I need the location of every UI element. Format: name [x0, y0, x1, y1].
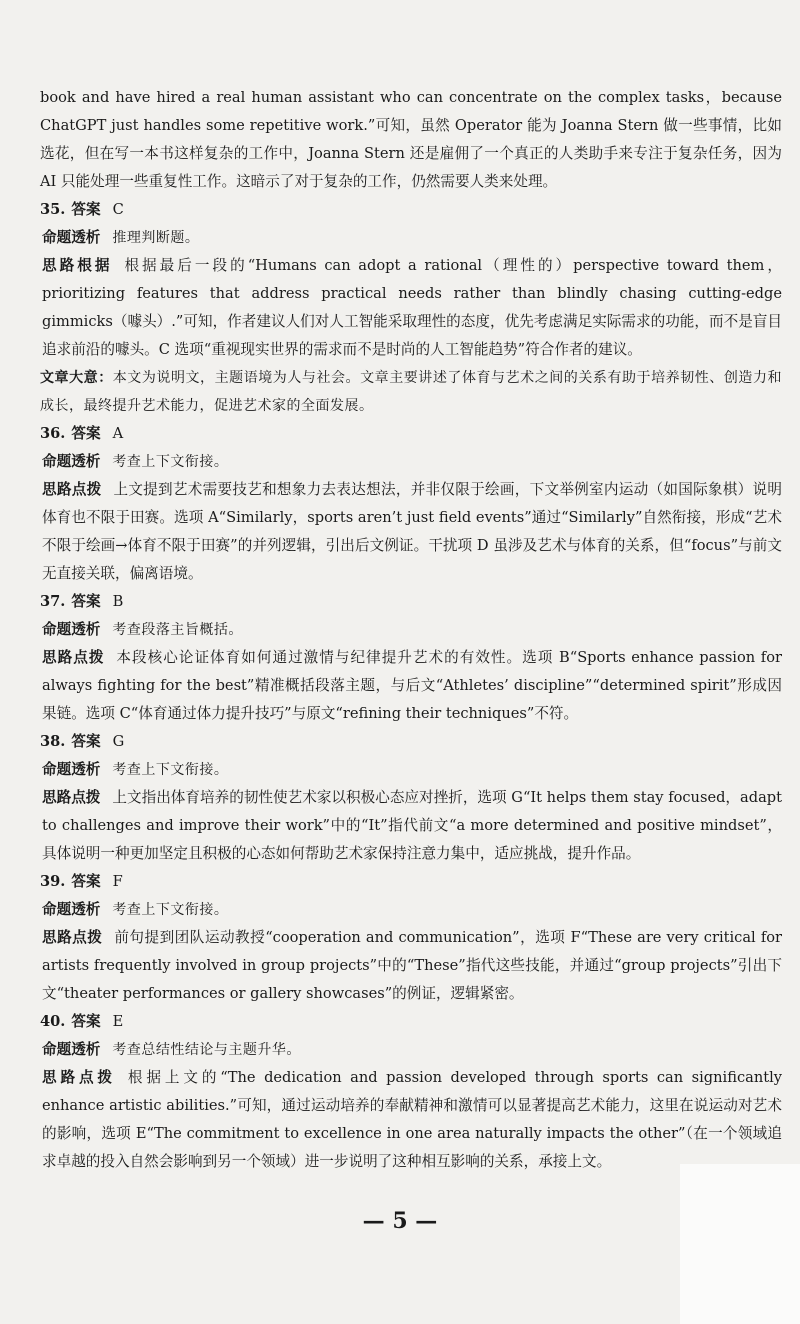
answer-block-35: [40, 196, 782, 364]
analysis-label: 命题透析: [42, 453, 101, 470]
intro-paragraph: book and have hired a real human assistant who can concentrate on the complex tasks，because ChatGPT just handles some repetitive work.”可知，虽然 Operator 能为 Joanna Stern 做一些事情，比如选花，但在写一本书这样复杂的工作中，Joanna Stern 还是雇佣了一个真正的人类助手来专注于复杂任务，因为 AI 只能处理一些重复性工作。这暗示了对于复杂的工作，仍然需要人类来处理。: [40, 89, 782, 190]
analysis-row: [40, 756, 782, 784]
answer-block-40: [40, 1008, 782, 1176]
reasoning-text: 根据最后一段的“Humans can adopt a rational（理性的）perspective toward them，prioritizing features that address practical needs rather than blindly chasing cutting-edge gimmicks（噱头）.”可知，作者建议人们对人工智能采取理性的态度，优先考虑满足实际需求的功能，而不是盲目追求前沿的噱头。C 选项“重视现实世界的需求而不是时尚的人工智能趋势”符合作者的建议。: [42, 257, 782, 358]
answer-block-36: [40, 420, 782, 588]
answer-heading: [40, 420, 782, 448]
reasoning-row: [40, 476, 782, 588]
question-number: 39.: [40, 873, 66, 890]
answer-label: 答案: [71, 733, 101, 750]
reasoning-label: 思路点拨: [42, 789, 101, 806]
analysis-label: 命题透析: [42, 761, 101, 778]
analysis-row: [40, 448, 782, 476]
answer-label: 答案: [71, 1013, 101, 1030]
analysis-label: 命题透析: [42, 229, 101, 246]
answer-block-39: [40, 868, 782, 1008]
page-number: — 5 —: [362, 1208, 438, 1234]
reasoning-label: 思路点拨: [42, 649, 105, 666]
answer-letter: G: [112, 733, 125, 750]
answer-block-37: [40, 588, 782, 728]
reasoning-row: [40, 644, 782, 728]
analysis-row: [40, 224, 782, 252]
answer-heading: [40, 588, 782, 616]
answer-block-38: [40, 728, 782, 868]
analysis-text: 考查上下文衔接。: [112, 902, 229, 918]
reasoning-row: [40, 1064, 782, 1176]
analysis-row: [40, 896, 782, 924]
analysis-text: 考查上下文衔接。: [112, 762, 229, 778]
analysis-text: 考查段落主旨概括。: [112, 622, 243, 638]
question-number: 36.: [40, 425, 66, 442]
reasoning-label: 思路根据: [42, 257, 113, 274]
summary-label: 文章大意：: [40, 370, 113, 386]
answer-letter: B: [112, 593, 124, 610]
answer-label: 答案: [71, 873, 101, 890]
reasoning-text: 前句提到团队运动教授“cooperation and communication”，选项 F“These are very critical for artists frequently involved in group projects”中的“These”指代这些技能，并通过“group projects”引出下文“theater performances or gallery showcases”的例证，逻辑紧密。: [42, 929, 783, 1002]
reasoning-row: [40, 252, 782, 364]
reasoning-text: 上文提到艺术需要技艺和想象力去表达想法，并非仅限于绘画，下文举例室内运动（如国际象棋）说明体育也不限于田赛。选项 A“Similarly，sports aren’t just field events”通过“Similarly”自然衔接，形成“艺术不限于绘画→体育不限于田赛”的并列逻辑，引出后文例证。干扰项 D 虽涉及艺术与体育的关系，但“focus”与前文无直接关联，偏离语境。: [42, 481, 782, 582]
analysis-text: 推理判断题。: [112, 230, 200, 246]
answer-heading: [40, 1008, 782, 1036]
analysis-label: 命题透析: [42, 901, 101, 918]
answer-letter: C: [112, 201, 124, 218]
summary-text: 本文为说明文，主题语境为人与社会。文章主要讲述了体育与艺术之间的关系有助于培养韧性、创造力和成长，最终提升艺术能力，促进艺术家的全面发展。: [40, 370, 782, 414]
answer-label: 答案: [71, 201, 101, 218]
analysis-label: 命题透析: [42, 621, 101, 638]
reasoning-text: 根据上文的“The dedication and passion developed through sports can significantly enhance artistic abilities.”可知，通过运动培养的奉献精神和激情可以显著提高艺术能力，这里在说运动对艺术的影响，选项 E“The commitment to excellence in one area naturally impacts the other”（在一个领域追求卓越的投入自然会影响到另一个领域）进一步说明了这种相互影响的关系，承接上文。: [42, 1069, 782, 1170]
analysis-row: [40, 1036, 782, 1064]
answer-heading: [40, 868, 782, 896]
reasoning-text: 上文指出体育培养的韧性使艺术家以积极心态应对挫折，选项 G“It helps them stay focused，adapt to challenges and improve their work”中的“It”指代前文“a more determined and positive mindset”，具体说明一种更加坚定且积极的心态如何帮助艺术家保持注意力集中，适应挑战，提升作品。: [42, 789, 782, 862]
analysis-text: 考查上下文衔接。: [112, 454, 229, 470]
analysis-row: [40, 616, 782, 644]
reasoning-text: 本段核心论证体育如何通过激情与纪律提升艺术的有效性。选项 B“Sports enhance passion for always fighting for the best”精准概括段落主题，与后文“Athletes’ discipline”“determined spirit”形成因果链。选项 C“体育通过体力提升技巧”与原文“refining their techniques”不符。: [42, 649, 782, 722]
answer-letter: F: [112, 873, 123, 890]
article-summary: [40, 364, 782, 420]
reasoning-label: 思路点拨: [42, 929, 103, 946]
reasoning-label: 思路点拨: [42, 481, 102, 498]
answer-heading: [40, 196, 782, 224]
reasoning-row: [40, 924, 782, 1008]
scan-corner-patch: [680, 1164, 800, 1324]
analysis-text: 考查总结性结论与主题升华。: [112, 1042, 301, 1058]
analysis-label: 命题透析: [42, 1041, 101, 1058]
answer-heading: [40, 728, 782, 756]
answer-label: 答案: [71, 425, 101, 442]
answer-label: 答案: [71, 593, 101, 610]
question-number: 40.: [40, 1013, 66, 1030]
answer-letter: A: [112, 425, 124, 442]
reasoning-label: 思路点拨: [42, 1069, 116, 1086]
question-number: 35.: [40, 201, 66, 218]
question-number: 38.: [40, 733, 66, 750]
answer-letter: E: [112, 1013, 124, 1030]
page-content: [40, 84, 782, 1176]
reasoning-row: [40, 784, 782, 868]
question-number: 37.: [40, 593, 66, 610]
